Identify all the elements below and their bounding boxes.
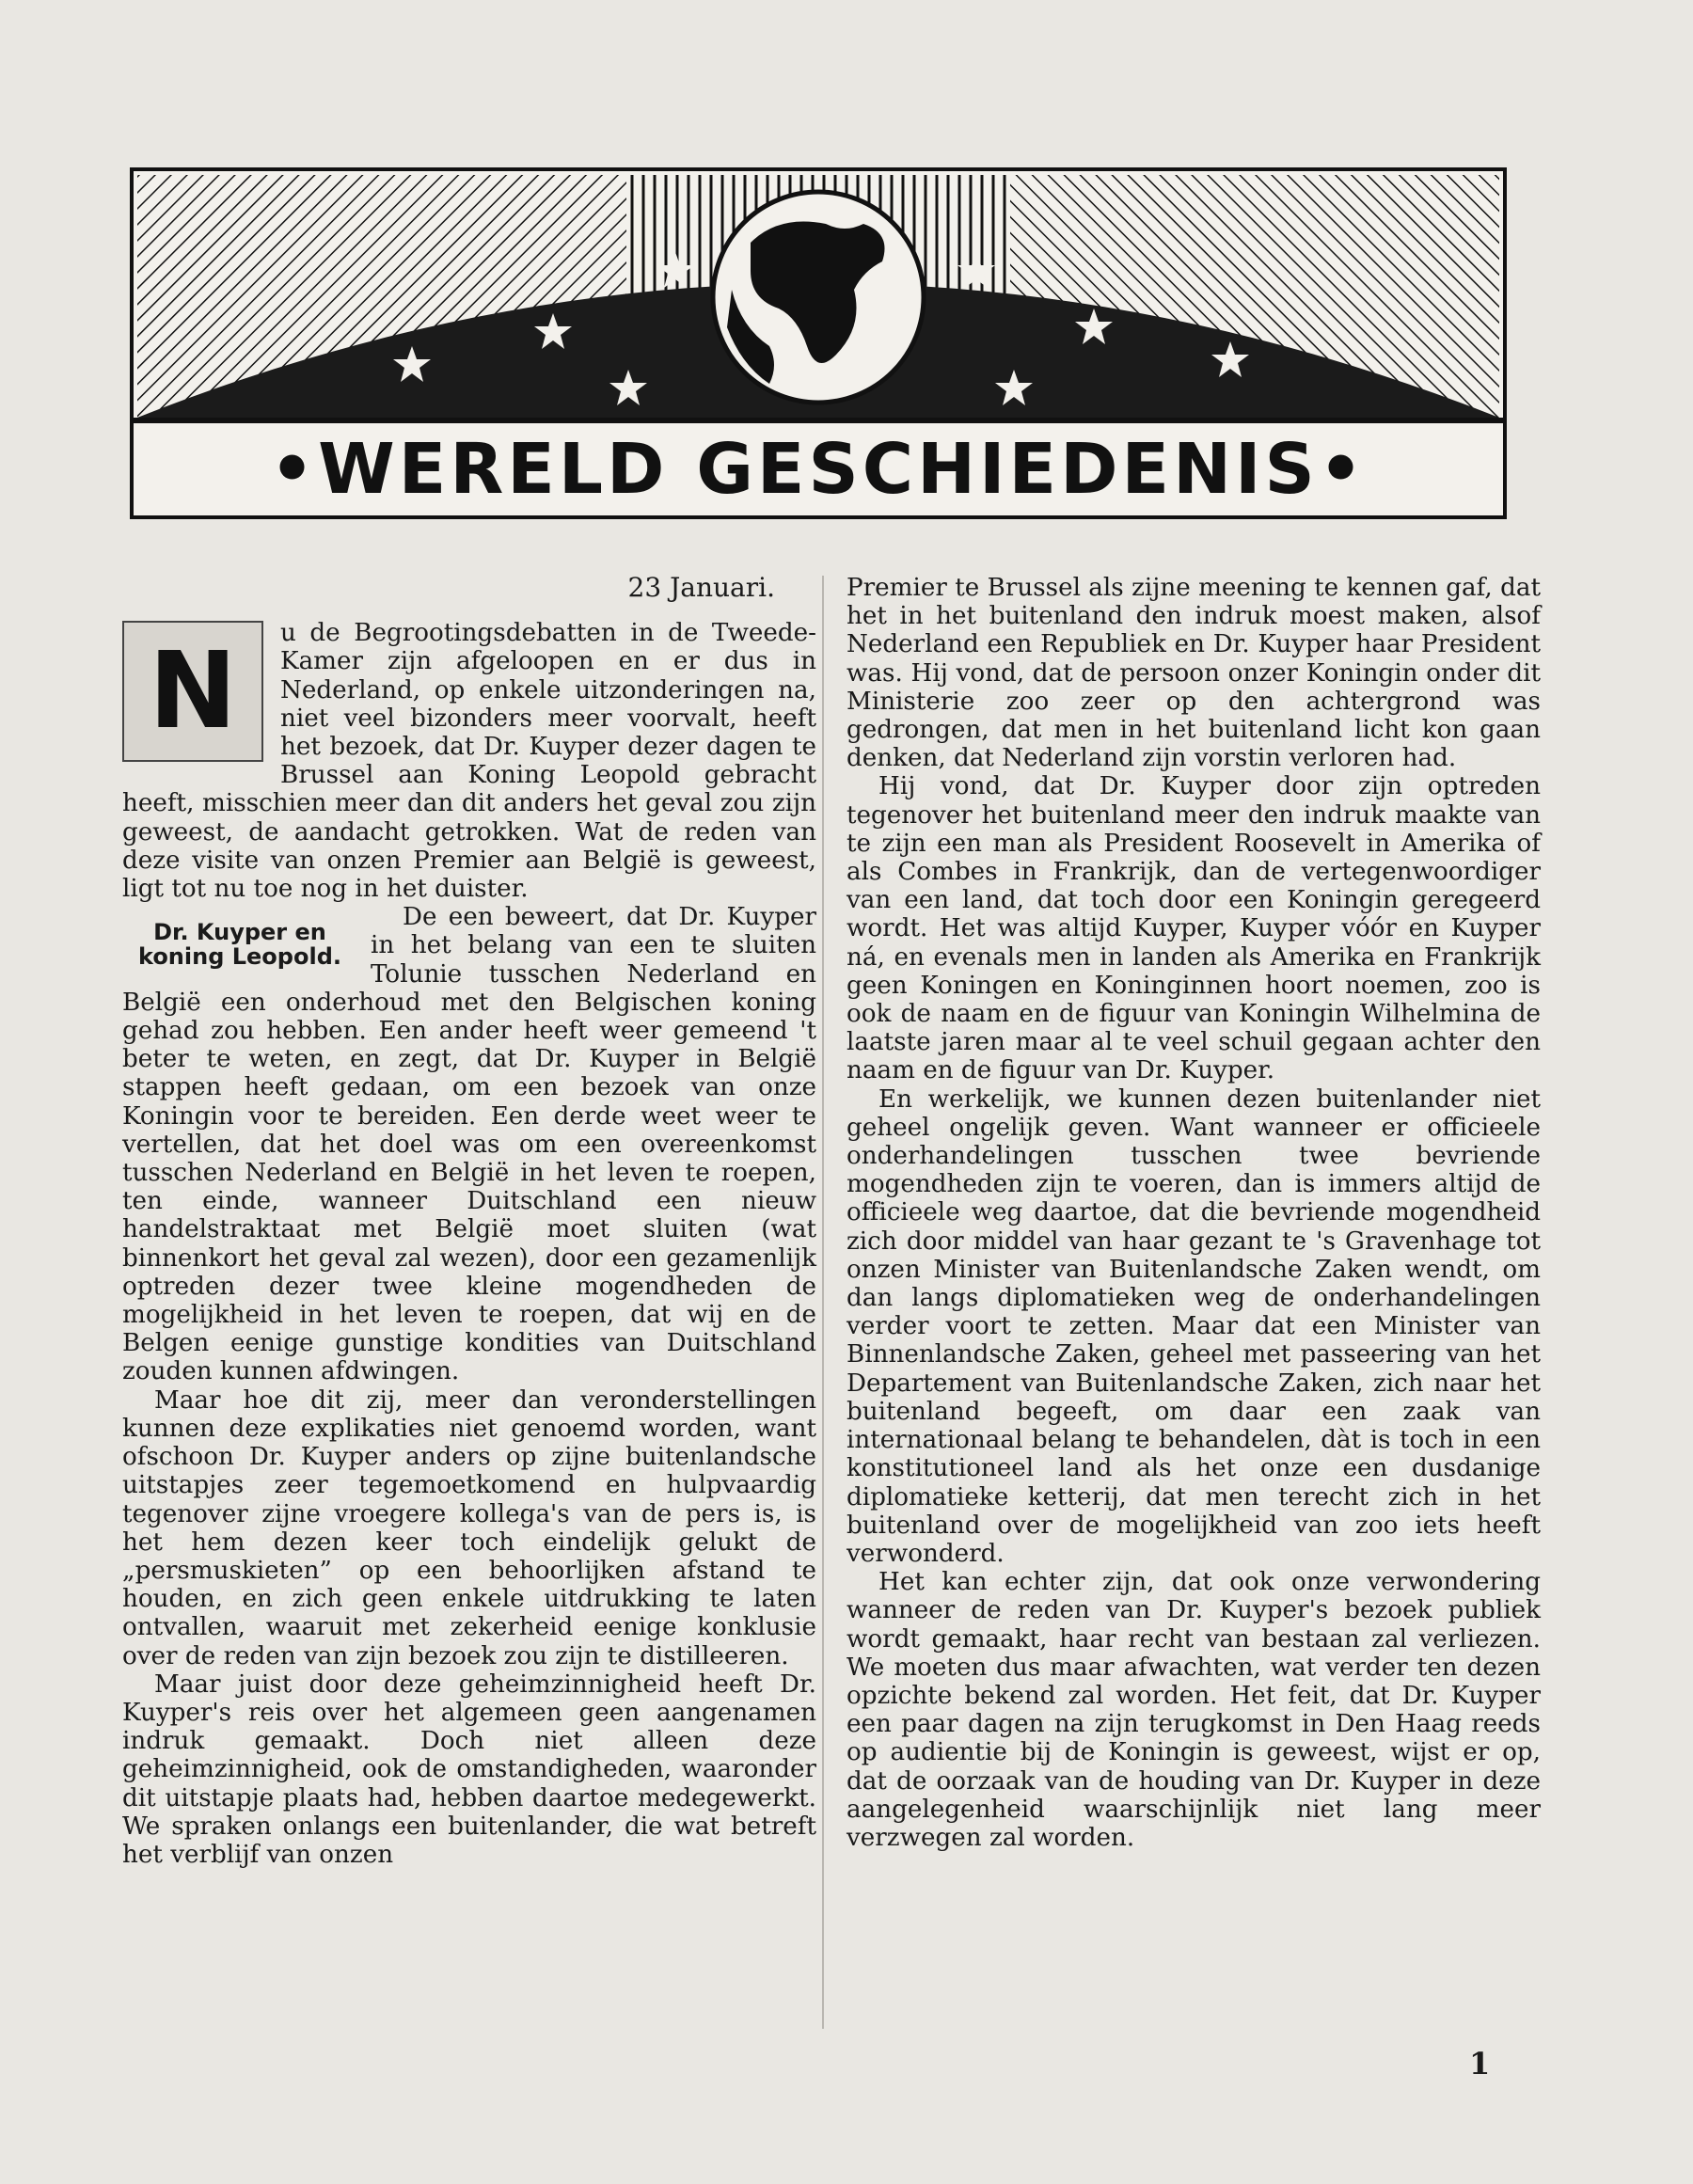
left-column bbox=[122, 574, 816, 1869]
page-number: 1 bbox=[1469, 2046, 1491, 2081]
article-date: 23 Januari. bbox=[627, 572, 775, 603]
masthead bbox=[130, 167, 1507, 525]
right-column bbox=[846, 574, 1541, 1852]
masthead-title-band bbox=[130, 419, 1507, 519]
paragraph-6: Hij vond, dat Dr. Kuyper door zijn optreden tegenover het buitenland meer den indruk maakte van te zijn een man als President Roosevelt in Amerika of als Combes in Frankrijk, dan de vertegenwoordiger van een land, dat toch door een Koningin geregeerd wordt. Het was altijd Kuyper, Kuyper vóór en Kuyper ná, en evenals men in landen als Amerika en Frankrijk geen Koningen en Koninginnen hoort noemen, zoo is ook de naam en de figuur van Koningin Wilhelmina de laatste jaren maar al te veel schuil gegaan achter den naam en de figuur van Dr. Kuyper. bbox=[846, 772, 1541, 1085]
column-divider bbox=[822, 576, 824, 2029]
paragraph-7: En werkelijk, we kunnen dezen buitenlander niet geheel ongelijk geven. Want wanneer er officieele onderhandelingen tusschen twee bevriende mogendheden zijn te voeren, dan is immers altijd de officieele weg daartoe, dat die bevriende mogendheid zich door middel van haar gezant te 's Gravenhage tot onzen Minister van Buitenlandsche Zaken wendt, om dan langs diplomatieken weg de onderhandelingen verder voort te zetten. Maar dat een Minister van Binnenlandsche Zaken, geheel met passeering van het Departement van Buitenlandsche Zaken, zich naar het buitenland begeeft, om daar een zaak van internationaal belang te behandelen, dàt is toch in een konstitutioneel land als het onze een dusdanige diplomatieke ketterij, dat men terecht zich in het buitenland over de mogelijkheid van zoo iets heeft verwonderd. bbox=[846, 1084, 1541, 1568]
dropcap: N bbox=[122, 621, 263, 762]
paragraph-2: De een beweert, dat Dr. Kuyper in het belang van een te sluiten Tolunie tusschen Nederland en België een onderhoud met den Belgischen koning gehad zou hebben. Een ander heeft weer gemeend 't beter te weten, en zegt, dat Dr. Kuyper in België stappen heeft gedaan, om een bezoek van onze Koningin voor te bereiden. Een derde weet weer te vertellen, dat het doel was om een overeenkomst tusschen Nederland en België in het leven te roepen, ten einde, wanneer Duitschland een nieuw handelstraktaat met België moet sluiten (wat binnenkort het geval zal wezen), door een gezamenlijk optreden dezer twee kleine mogendheden de mogelijkheid in het leven te roepen, dat wij en de Belgen eenige gunstige kondities van Duitschland zouden kunnen afdwingen. bbox=[122, 903, 816, 1386]
paragraph-3: Maar hoe dit zij, meer dan veronderstellingen kunnen deze explikaties niet genoemd worden, want ofschoon Dr. Kuyper anders op zijne buitenlandsche uitstapjes zeer tegemoetkomend en hulpvaardig tegenover zijne vroegere kollega's van de pers is, is het hem dezen keer toch eindelijk gelukt de „persmuskieten” op een behoorlijken afstand te houden, en zich geen enkele uitdrukking te laten ontvallen, waaruit met zekerheid eenige konklusie over de reden van zijn bezoek zou zijn te distilleeren. bbox=[122, 1385, 816, 1670]
sidenote: Dr. Kuyper en koning Leopold. bbox=[138, 919, 341, 971]
paragraph-1: u de Begrootingsdebatten in de Tweede-Kamer zijn afgeloopen en er dus in Nederland, op enkele uitzonderingen na, niet veel bizonders meer voorvalt, heeft het bezoek, dat Dr. Kuyper dezer dagen te Brussel aan Koning Leopold gebracht heeft, misschien meer dan dit anders het geval zou zijn geweest, de aandacht getrokken. Wat de reden van deze visite van onzen Premier aan België is geweest, ligt tot nu toe nog in het duister. bbox=[122, 619, 816, 904]
paragraph-5: Premier te Brussel als zijne meening te kennen gaf, dat het in het buitenland den indruk moest maken, alsof Nederland een Republiek en Dr. Kuyper haar President was. Hij vond, dat de persoon onzer Koningin onder dit Ministerie zoo zeer op den achtergrond was gedrongen, dat men in het buitenland licht kon gaan denken, dat Nederland zijn vorstin verloren had. bbox=[846, 574, 1541, 773]
masthead-title: •WERELD GESCHIEDENIS• bbox=[269, 429, 1368, 510]
paragraph-4: Maar juist door deze geheimzinnigheid heeft Dr. Kuyper's reis over het algemeen geen aangenamen indruk gemaakt. Doch niet alleen deze geheimzinnigheid, ook de omstandigheden, waaronder dit uitstapje plaats had, hebben daartoe medegewerkt. We spraken onlangs een buitenlander, die wat betreft het verblijf van onzen bbox=[122, 1670, 816, 1869]
paragraph-8: Het kan echter zijn, dat ook onze verwondering wanneer de reden van Dr. Kuyper's bezoek publiek wordt gemaakt, haar recht van bestaan zal verliezen. We moeten dus maar afwachten, wat verder ten dezen opzichte bekend zal worden. Het feit, dat Dr. Kuyper een paar dagen na zijn terugkomst in Den Haag reeds op audientie bij de Koningin is geweest, wijst er op, dat de oorzaak van de houding van Dr. Kuyper in deze aangelegenheid waarschijnlijk niet lang meer verzwegen zal worden. bbox=[846, 1568, 1541, 1852]
